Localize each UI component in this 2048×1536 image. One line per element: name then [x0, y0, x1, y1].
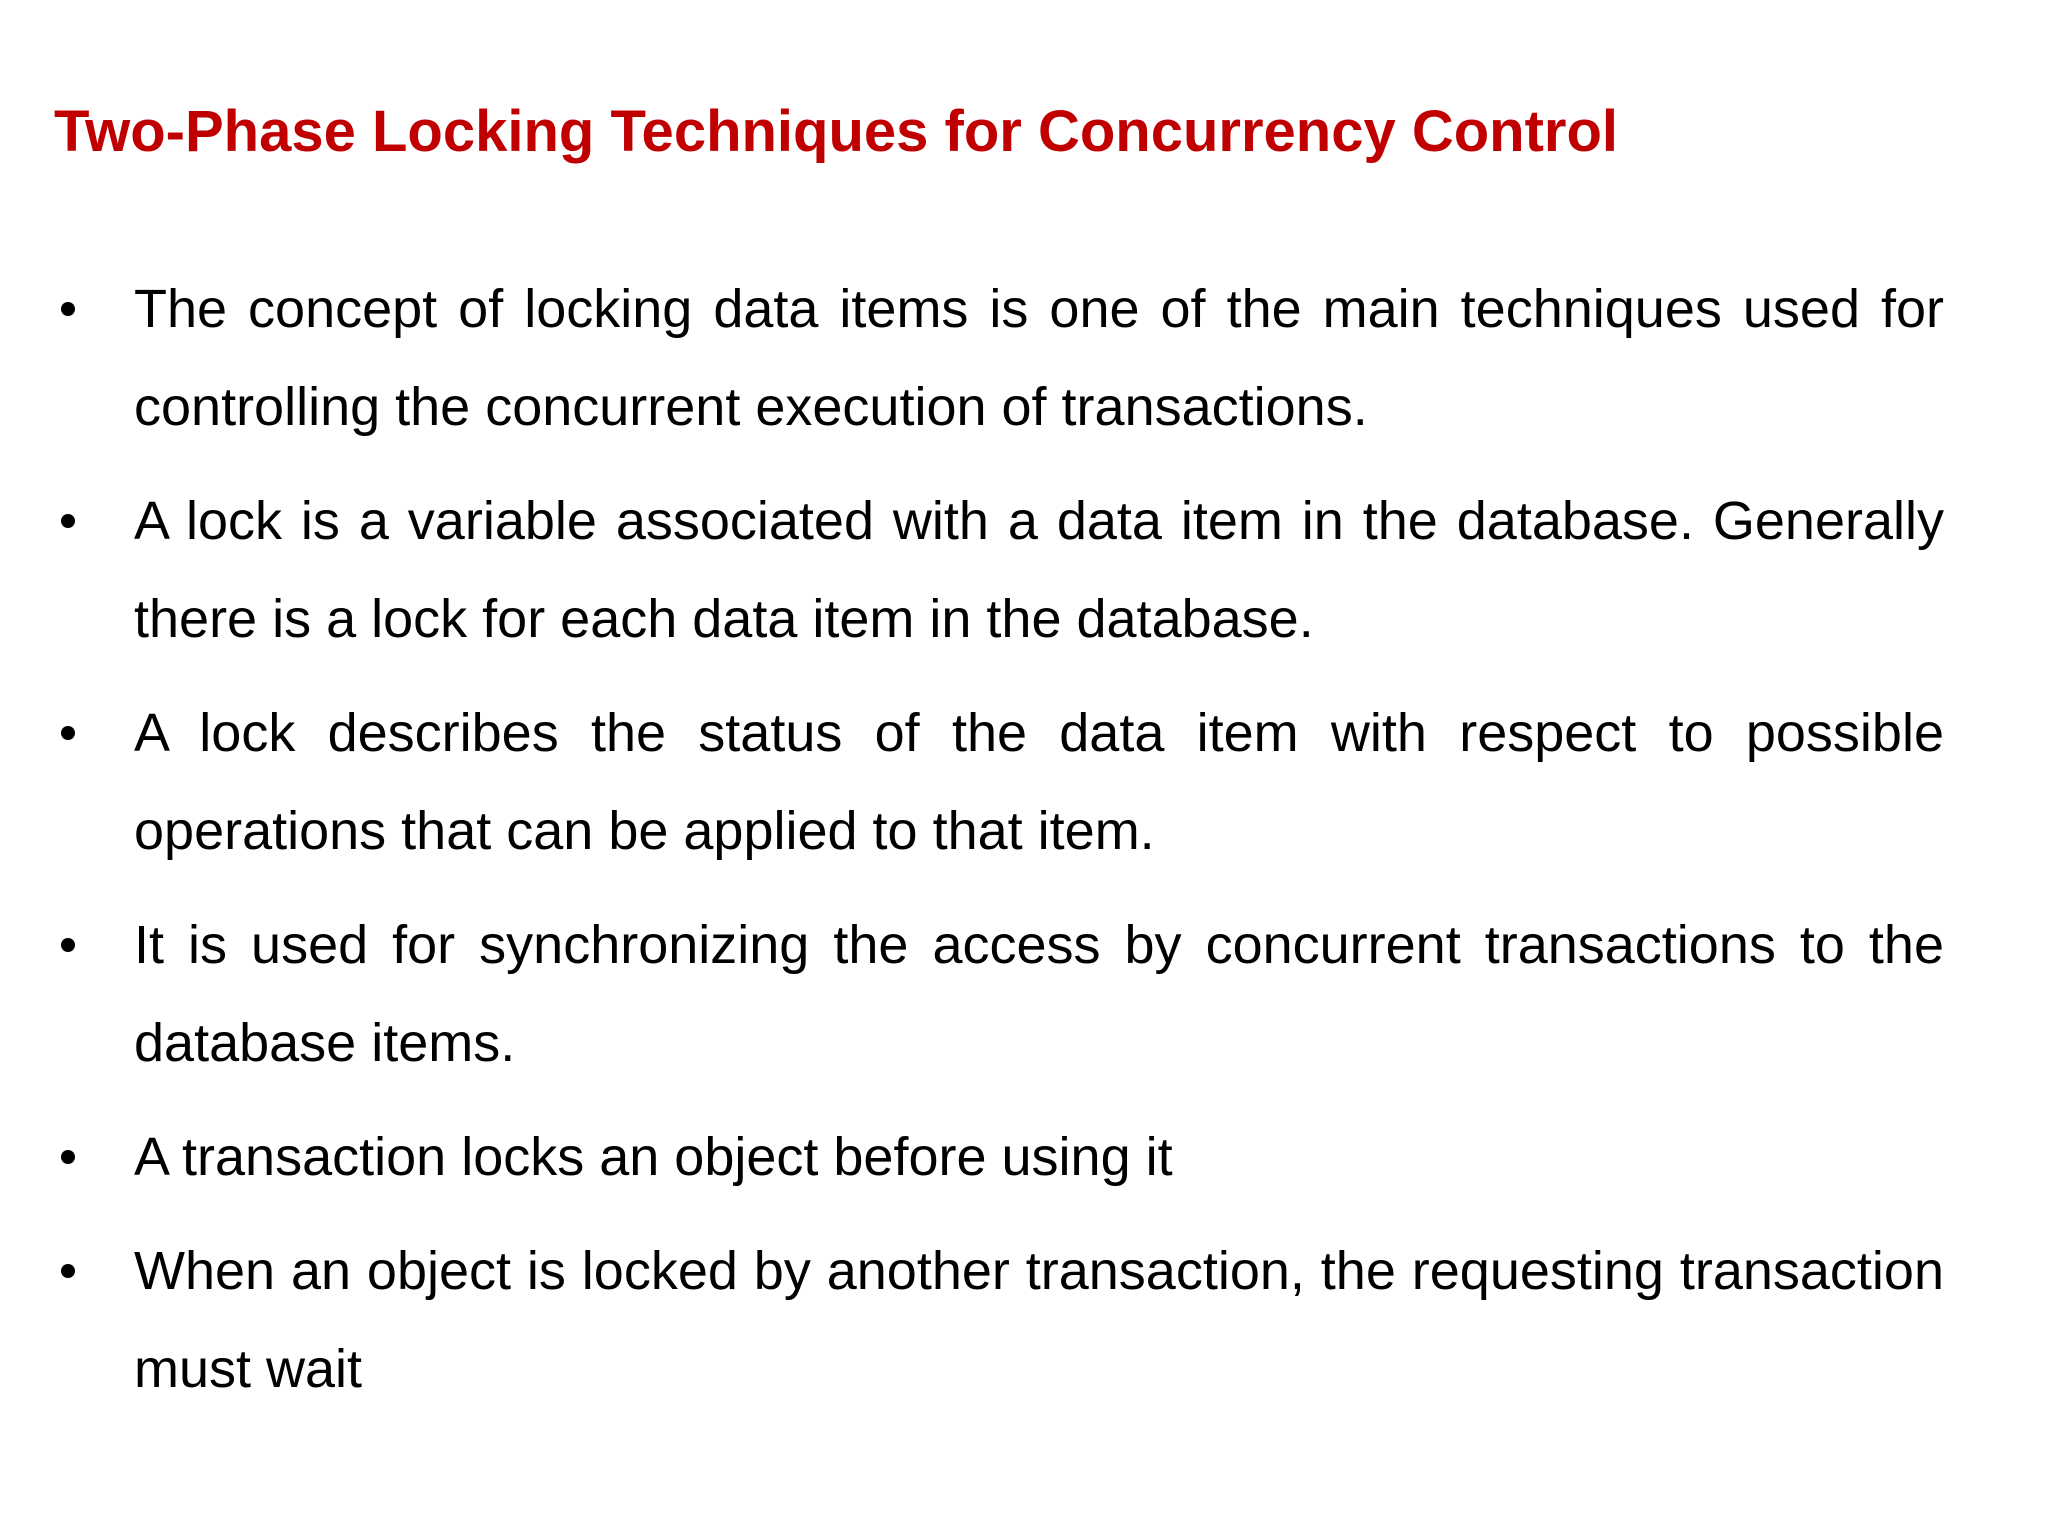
- bullet-text: A lock is a variable associated with a data item in the database. Generally there is a lock for each data item in the database.: [134, 491, 1944, 649]
- bullet-icon: [54, 1108, 82, 1206]
- slide-title: Two-Phase Locking Techniques for Concurrency Control: [54, 99, 1619, 164]
- bullet-item: [54, 472, 1944, 668]
- bullet-icon: [54, 260, 82, 358]
- bullet-item: [54, 1108, 1944, 1206]
- bullet-text: A transaction locks an object before using it: [134, 1127, 1173, 1187]
- bullet-text: A lock describes the status of the data item with respect to possible operations that can be applied to that item.: [134, 703, 1944, 861]
- bullet-icon: [54, 1222, 82, 1320]
- bullet-item: [54, 260, 1944, 456]
- bullet-item: [54, 1222, 1944, 1418]
- bullet-text: It is used for synchronizing the access by concurrent transactions to the database items.: [134, 915, 1944, 1073]
- bullet-text: When an object is locked by another transaction, the requesting transaction must wait: [134, 1241, 1944, 1399]
- bullet-icon: [54, 684, 82, 782]
- bullet-item: [54, 896, 1944, 1092]
- bullet-item: [54, 684, 1944, 880]
- bullet-text: The concept of locking data items is one of the main techniques used for controlling the concurrent execution of transactions.: [134, 279, 1944, 437]
- bullet-list: [54, 260, 1944, 1434]
- bullet-icon: [54, 896, 82, 994]
- bullet-icon: [54, 472, 82, 570]
